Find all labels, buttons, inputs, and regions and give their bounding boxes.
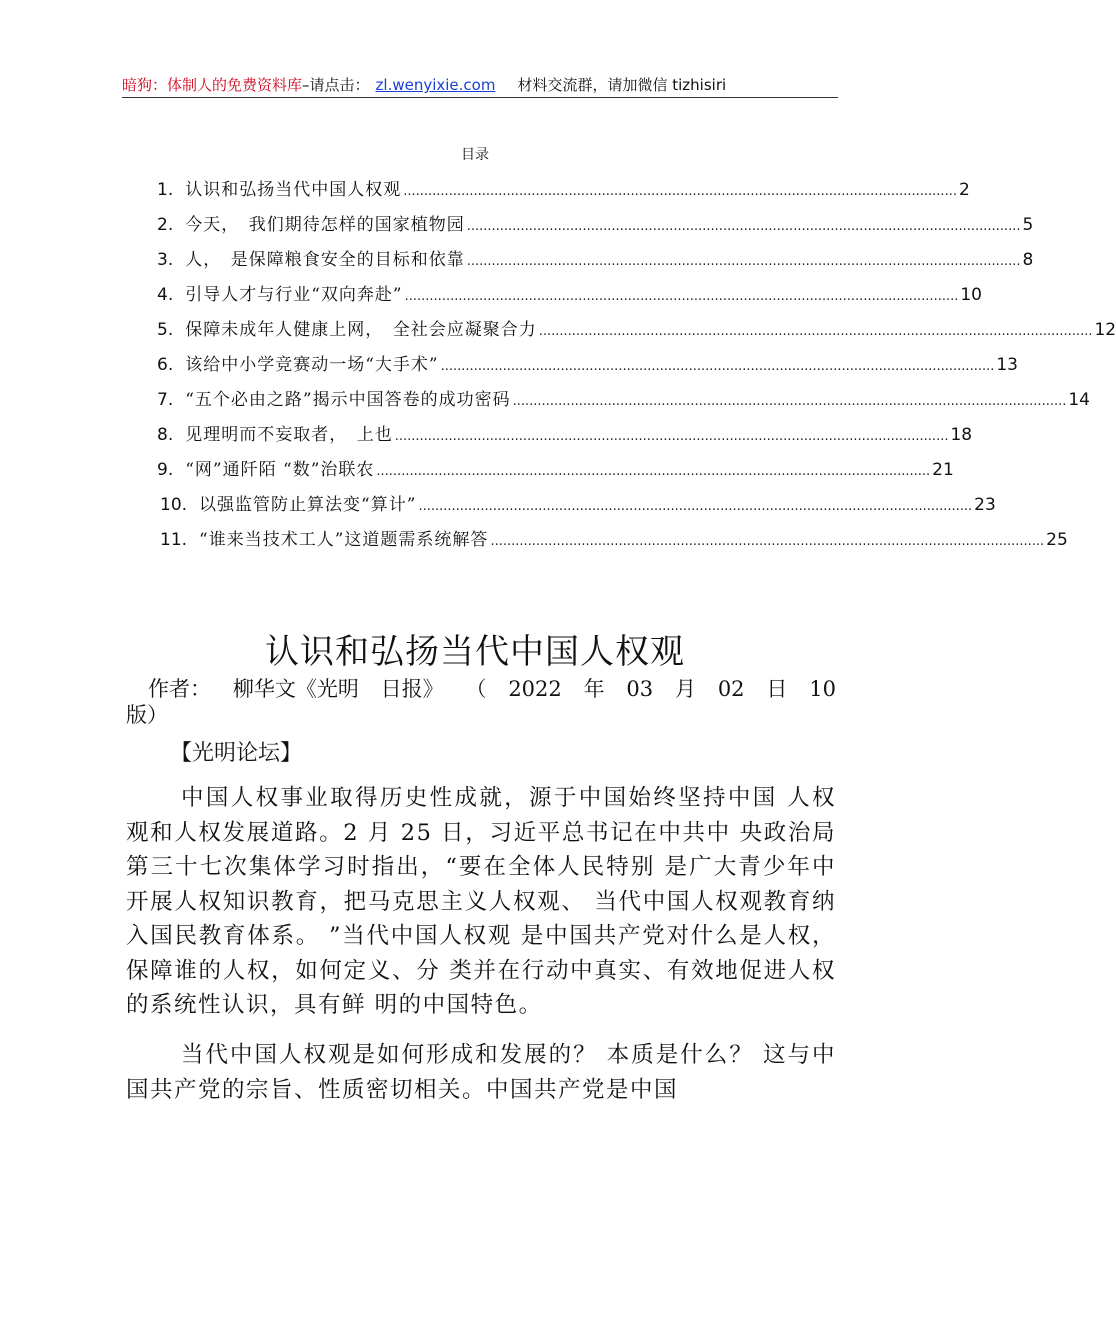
toc-item-number: 3. — [157, 250, 174, 270]
byline-paren-open: （ — [465, 677, 487, 701]
toc-item-page: 5 — [1022, 215, 1034, 235]
toc-leader: ...................................................................................................................................... — [440, 359, 995, 374]
toc-item-number: 2. — [157, 215, 174, 235]
toc-item-number: 1. — [157, 180, 174, 200]
toc-leader: ...................................................................................................................................... — [490, 534, 1045, 549]
byline-line2: 版） — [126, 703, 168, 727]
toc-item-page: 10 — [960, 285, 982, 305]
byline-day: 02 — [717, 677, 745, 701]
column-tag: 【光明论坛】 — [170, 741, 303, 766]
toc-item-number: 7. — [157, 390, 174, 410]
group-contact-text: 材料交流群，请加微信 tizhisiri — [517, 76, 727, 94]
toc-item[interactable] — [157, 350, 1018, 375]
toc-leader: ...................................................................................................................................... — [404, 289, 959, 304]
toc-item-number: 4. — [157, 285, 174, 305]
toc-item-title: 保障未成年人健康上网， 全社会应凝聚合力 — [185, 320, 537, 340]
toc-item-title: 引导人才与行业“双向奔赴” — [185, 285, 403, 305]
toc-item[interactable] — [157, 210, 1034, 235]
byline-source-end: 日报》 — [380, 677, 444, 701]
toc-leader: ...................................................................................................................................... — [466, 254, 1021, 269]
toc-item-title: “谁来当技术工人”这道题需系统解答 — [199, 530, 489, 550]
byline-author-source: 柳华文《光明 — [232, 677, 359, 701]
promo-prompt: –请点击： — [302, 76, 370, 94]
toc-item-page: 2 — [958, 180, 970, 200]
toc-item-title: 该给中小学竞赛动一场“大手术” — [185, 355, 439, 375]
toc-item-number: 6. — [157, 355, 174, 375]
toc-item[interactable] — [157, 315, 1116, 340]
toc-item-page: 12 — [1094, 320, 1116, 340]
promo-text: 暗狗：体制人的免费资料库 — [122, 76, 303, 94]
article-paragraph: 中国人权事业取得历史性成就，源于中国始终坚持中国 人权观和人权发展道路。2 月 25 日，习近平总书记在中共中 央政治局第三十七次集体学习时指出，“要在全体人民特别 是广大青少年中开展人权知识教育，把马克思主义人权观、 当代中国人权观教育纳入国民教育体系。 ”当代中国人权观 是中国共产党对什么是人权，保障谁的人权，如何定义、分 类并在行动中真实、有效地促进人权的系统性认识，具有鲜 明的中国特色。 — [126, 785, 836, 1018]
toc-item-number: 8. — [157, 425, 174, 445]
byline-month-unit: 月 — [674, 677, 696, 701]
article-title: 认识和弘扬当代中国人权观 — [265, 632, 685, 672]
toc-item[interactable] — [157, 385, 1090, 410]
article-paragraph: 当代中国人权观是如何形成和发展的？ 本质是什么？ 这与中国共产党的宗旨、性质密切相关。中国共产党是中国 — [126, 1042, 836, 1103]
toc-item-number: 10. — [160, 495, 188, 515]
toc-item-page: 14 — [1068, 390, 1090, 410]
byline-day-unit: 日 — [766, 677, 788, 701]
byline-edition: 10 — [809, 677, 836, 701]
toc-leader: ...................................................................................................................................... — [538, 324, 1093, 339]
toc-item-title: “五个必由之路”揭示中国答卷的成功密码 — [185, 390, 511, 410]
site-link[interactable]: zl.wenyixie.com — [375, 76, 496, 94]
toc-item[interactable] — [157, 245, 1034, 270]
toc-leader: ...................................................................................................................................... — [403, 184, 957, 199]
toc-item-page: 25 — [1046, 530, 1068, 550]
toc-item-title: 今天， 我们期待怎样的国家植物园 — [185, 215, 465, 235]
toc-leader: ...................................................................................................................................... — [394, 429, 949, 444]
toc-item[interactable] — [160, 525, 1068, 550]
toc-item[interactable] — [160, 490, 996, 515]
toc-item-number: 9. — [157, 460, 174, 480]
toc-item-title: 以强监管防止算法变“算计” — [199, 495, 417, 515]
toc-item-number: 11. — [160, 530, 188, 550]
toc-title: 目录 — [461, 147, 489, 163]
article-byline — [126, 676, 836, 728]
toc-item[interactable] — [157, 420, 973, 445]
toc-item-page: 21 — [932, 460, 954, 480]
toc-item-title: 见理明而不妄取者， 上也 — [185, 425, 393, 445]
header-divider — [122, 97, 838, 98]
toc-leader: ...................................................................................................................................... — [466, 219, 1021, 234]
toc-item-title: 人， 是保障粮食安全的目标和依靠 — [185, 250, 465, 270]
toc-item-page: 23 — [974, 495, 996, 515]
toc-item[interactable] — [157, 175, 970, 200]
byline-year: 2022 — [508, 677, 562, 701]
toc-item-title: “网”通阡陌 “数”治联农 — [185, 460, 375, 480]
toc-leader: ...................................................................................................................................... — [418, 499, 973, 514]
toc-item-page: 13 — [996, 355, 1018, 375]
toc-item-title: 认识和弘扬当代中国人权观 — [185, 180, 402, 200]
byline-year-unit: 年 — [583, 677, 605, 701]
toc-leader: ...................................................................................................................................... — [376, 464, 931, 479]
toc-item[interactable] — [157, 455, 954, 480]
toc-item-number: 5. — [157, 320, 174, 340]
page-header — [122, 74, 838, 95]
byline-month: 03 — [626, 677, 654, 701]
toc-leader: ...................................................................................................................................... — [512, 394, 1067, 409]
byline-author-label: 作者： — [148, 677, 211, 701]
toc-item-page: 8 — [1022, 250, 1034, 270]
toc-item-page: 18 — [950, 425, 973, 445]
toc-item[interactable] — [157, 280, 982, 305]
